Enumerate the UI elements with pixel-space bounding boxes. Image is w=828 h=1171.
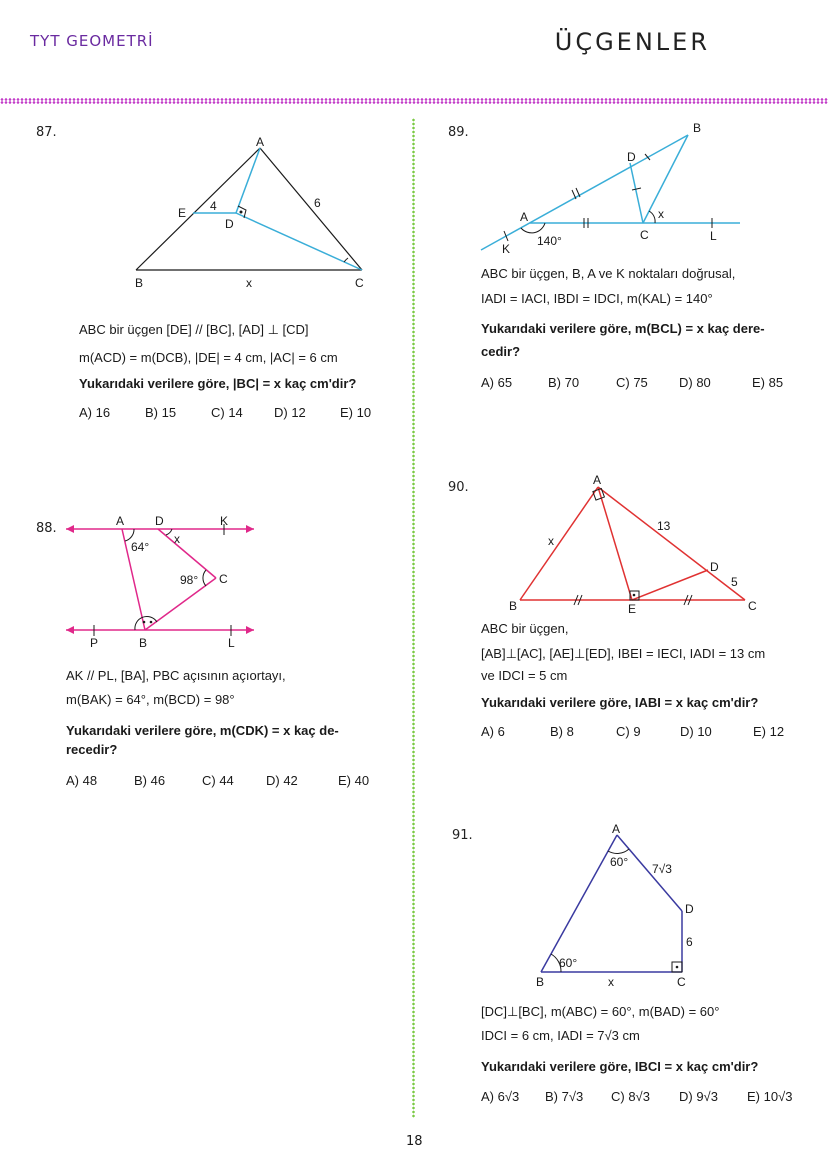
- question-number: 89.: [448, 125, 469, 140]
- q87-label-D: D: [225, 217, 234, 231]
- option-c[interactable]: C) 75: [616, 375, 648, 390]
- q91-label-x: x: [608, 975, 614, 989]
- option-c[interactable]: C) 8√3: [611, 1089, 650, 1104]
- q87-label-C: C: [355, 276, 364, 290]
- q89-label-K: K: [502, 242, 511, 256]
- option-e[interactable]: E) 12: [753, 724, 785, 739]
- q90-text-1: ABC bir üçgen,: [481, 621, 569, 636]
- question-number: 88.: [36, 521, 57, 536]
- q89-label-D: D: [627, 150, 636, 164]
- option-b[interactable]: B) 7√3: [545, 1089, 584, 1104]
- option-d[interactable]: D) 9√3: [679, 1089, 718, 1104]
- q87-label-A: A: [256, 135, 265, 149]
- chapter-title: ÜÇGENLER: [554, 28, 710, 56]
- q88-label-A: A: [116, 514, 125, 528]
- q88-label-P: P: [90, 636, 99, 650]
- option-c[interactable]: C) 44: [202, 773, 234, 788]
- q89-label-C: C: [640, 228, 649, 242]
- q89-label-B: B: [693, 121, 702, 135]
- option-e[interactable]: E) 10: [340, 405, 372, 420]
- q87-text-1: ABC bir üçgen [DE] // [BC], [AD] ⊥ [CD]: [79, 322, 309, 337]
- option-d[interactable]: D) 42: [266, 773, 298, 788]
- q90-label-B: B: [509, 599, 518, 613]
- q91-label-A: A: [612, 822, 621, 836]
- option-d[interactable]: D) 80: [679, 375, 711, 390]
- q87-label-B: B: [135, 276, 144, 290]
- q91-label-ad: 7√3: [652, 862, 672, 876]
- option-b[interactable]: B) 46: [134, 773, 166, 788]
- q90-label-E: E: [628, 602, 637, 616]
- option-c[interactable]: C) 14: [211, 405, 243, 420]
- q87-label-E: E: [178, 206, 187, 220]
- question-number: 90.: [448, 480, 469, 495]
- q89-label-L: L: [710, 229, 717, 243]
- option-d[interactable]: D) 10: [680, 724, 712, 739]
- option-a[interactable]: A) 48: [66, 773, 98, 788]
- q87-label-6: 6: [314, 196, 321, 210]
- q88-label-98: 98°: [180, 573, 199, 587]
- q91-label-B: B: [536, 975, 545, 989]
- q90-text-2: [AB]⊥[AC], [AE]⊥[ED], IBEI = IECI, IADI = 13 cm: [481, 646, 766, 661]
- q88-text-3: Yukarıdaki verilere göre, m(CDK) = x kaç de-: [66, 723, 339, 738]
- q90-label-5: 5: [731, 575, 738, 589]
- q90-label-C: C: [748, 599, 757, 613]
- option-a[interactable]: A) 6√3: [481, 1089, 520, 1104]
- q91-label-60b: 60°: [559, 956, 578, 970]
- option-e[interactable]: E) 85: [752, 375, 784, 390]
- q87-label-x: x: [246, 276, 252, 290]
- question-number: 91.: [452, 828, 473, 843]
- q91-label-60a: 60°: [610, 855, 629, 869]
- q91-options: [481, 1089, 792, 1104]
- option-c[interactable]: C) 9: [616, 724, 641, 739]
- option-d[interactable]: D) 12: [274, 405, 306, 420]
- question-number: 87.: [36, 125, 57, 140]
- option-a[interactable]: A) 16: [79, 405, 111, 420]
- course-title: TYT GEOMETRİ: [30, 32, 154, 50]
- q88-text-4: recedir?: [66, 742, 118, 757]
- q89-label-A: A: [520, 210, 529, 224]
- option-e[interactable]: E) 10√3: [747, 1089, 793, 1104]
- q88-label-64: 64°: [131, 540, 150, 554]
- q88-label-C: C: [219, 572, 228, 586]
- q88-label-D: D: [155, 514, 164, 528]
- q89-text-4: cedir?: [481, 344, 521, 359]
- q90-label-x: x: [548, 534, 554, 548]
- q91-text-2: IDCI = 6 cm, IADI = 7√3 cm: [481, 1028, 640, 1043]
- q91-text-1: [DC]⊥[BC], m(ABC) = 60°, m(BAD) = 60°: [481, 1004, 720, 1019]
- q90-label-A: A: [593, 473, 602, 487]
- q87-label-4: 4: [210, 199, 217, 213]
- q87-text-2: m(ACD) = m(DCB), |DE| = 4 cm, |AC| = 6 cm: [79, 350, 338, 365]
- q90-label-D: D: [710, 560, 719, 574]
- q91-label-6: 6: [686, 935, 693, 949]
- q89-text-3: Yukarıdaki verilere göre, m(BCL) = x kaç dere-: [481, 321, 765, 336]
- q91-text-3: Yukarıdaki verilere göre, IBCI = x kaç cm'dir?: [481, 1059, 759, 1074]
- q88-text-2: m(BAK) = 64°, m(BCD) = 98°: [66, 692, 235, 707]
- q88-label-L: L: [228, 636, 235, 650]
- q88-label-B: B: [139, 636, 148, 650]
- q87-text-3: Yukarıdaki verilere göre, |BC| = x kaç cm'dir?: [79, 376, 357, 391]
- q90-label-13: 13: [657, 519, 671, 533]
- q89-text-2: IADI = IACI, IBDI = IDCI, m(KAL) = 140°: [481, 291, 713, 306]
- q88-label-x: x: [174, 532, 180, 546]
- page-number: 18: [406, 1134, 423, 1149]
- option-b[interactable]: B) 15: [145, 405, 177, 420]
- q89-text-1: ABC bir üçgen, B, A ve K noktaları doğrusal,: [481, 266, 736, 281]
- option-e[interactable]: E) 40: [338, 773, 370, 788]
- option-a[interactable]: A) 65: [481, 375, 513, 390]
- q88-label-K: K: [220, 514, 229, 528]
- option-b[interactable]: B) 70: [548, 375, 580, 390]
- q91-label-C: C: [677, 975, 686, 989]
- option-a[interactable]: A) 6: [481, 724, 505, 739]
- q89-label-x: x: [658, 207, 664, 221]
- q91-label-D: D: [685, 902, 694, 916]
- q90-text-4: Yukarıdaki verilere göre, IABI = x kaç cm'dir?: [481, 695, 759, 710]
- q90-text-3: ve IDCI = 5 cm: [481, 668, 568, 683]
- q89-label-140: 140°: [537, 234, 562, 248]
- option-b[interactable]: B) 8: [550, 724, 574, 739]
- q88-text-1: AK // PL, [BA], PBC açısının açıortayı,: [66, 668, 286, 683]
